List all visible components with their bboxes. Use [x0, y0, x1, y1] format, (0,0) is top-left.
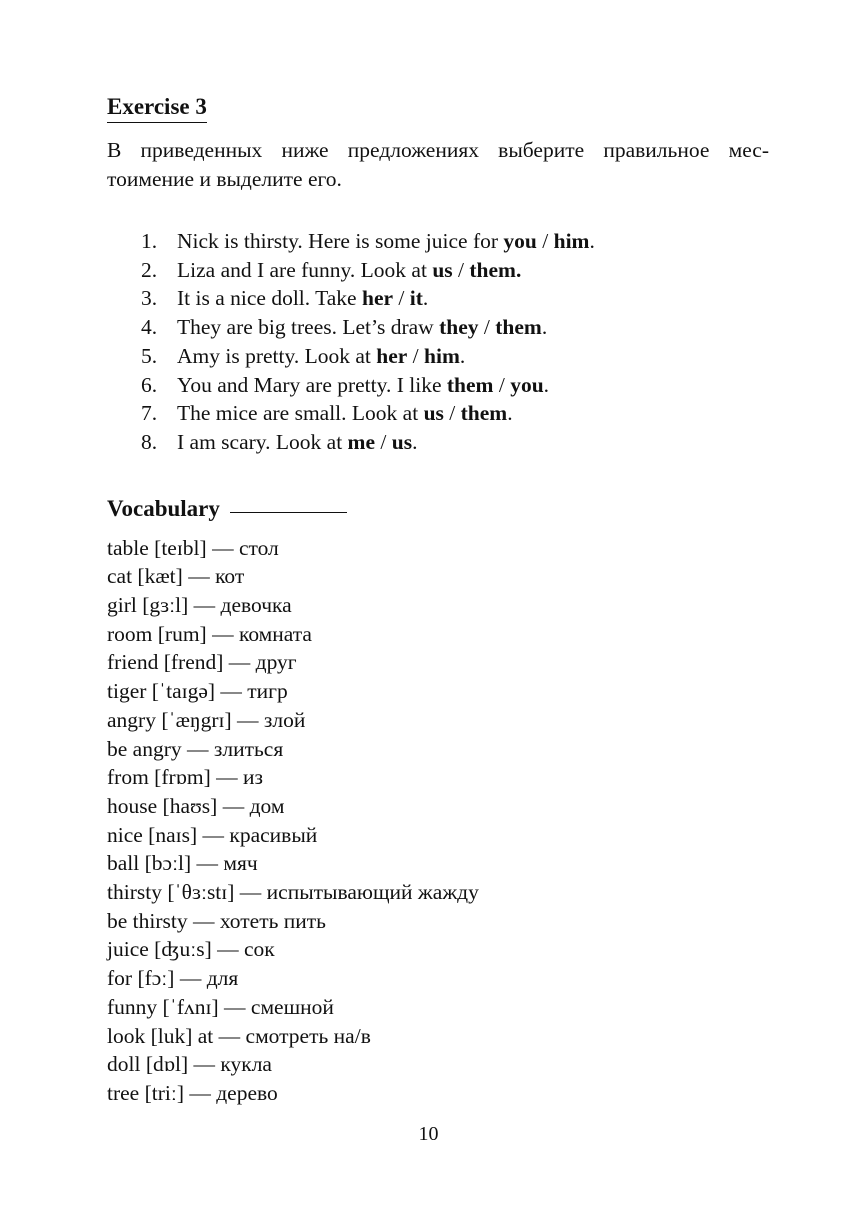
pronoun-option-a: her [376, 343, 408, 368]
task-item [107, 284, 769, 313]
task-number: 6. [141, 372, 158, 397]
vocab-entry: angry [ˈæŋgrɪ] — злой [107, 707, 306, 732]
vocab-entry: tree [triː] — дерево [107, 1080, 278, 1105]
task-number: 2. [141, 257, 158, 282]
task-item [107, 227, 769, 256]
task-end: . [459, 343, 466, 368]
task-item [107, 342, 769, 371]
task-text: Liza and I are funny. Look at [177, 257, 433, 282]
vocab-entry: room [rum] — комната [107, 621, 312, 646]
pronoun-option-a: you [503, 229, 537, 253]
pronoun-option-b: them. [469, 257, 522, 282]
task-text: I am scary. Look at [177, 429, 348, 454]
pronoun-option-b: us [391, 429, 413, 454]
task-text: The mice are small. Look at [177, 401, 424, 426]
vocab-entry: house [haʊs] — дом [107, 793, 285, 818]
task-item [107, 256, 769, 285]
task-item [107, 313, 769, 342]
pronoun-option-b: him [553, 229, 590, 253]
pronoun-option-b: him [424, 343, 460, 368]
pronoun-option-b: you [510, 372, 544, 397]
task-end: . [507, 401, 513, 426]
page-number: 10 [418, 1123, 439, 1145]
task-number: 8. [141, 429, 158, 454]
vocab-entry: table [teɪbl] — стол [107, 535, 279, 560]
vocab-entry: thirsty [ˈθɜːstɪ] — испытывающий жажду [107, 880, 479, 905]
vocabulary-heading-text: Vocabulary [107, 495, 220, 521]
pronoun-option-a: her [361, 286, 394, 311]
option-separator: / [393, 286, 410, 311]
vocab-entry: nice [naɪs] — красивый [107, 822, 318, 847]
vocabulary-underline [230, 512, 347, 513]
task-number: 3. [141, 286, 158, 311]
pronoun-option-a: us [432, 257, 453, 282]
pronoun-option-a: them [446, 372, 494, 397]
pronoun-option-a: they [439, 315, 479, 340]
task-item [107, 428, 769, 457]
option-separator: / [407, 343, 425, 368]
option-separator: / [493, 372, 511, 397]
task-item [107, 371, 769, 400]
vocab-entry: girl [gɜːl] — девочка [107, 593, 292, 618]
task-end: . [412, 429, 418, 454]
task-text: You and Mary are pretty. I like [177, 372, 447, 397]
option-separator: / [478, 315, 496, 340]
task-number: 5. [141, 343, 158, 368]
option-separator: / [536, 229, 554, 253]
vocab-entry: look [luk] at — смотреть на/в [107, 1023, 371, 1048]
pronoun-option-b: them [460, 401, 508, 426]
exercise-title: Exercise 3 [107, 92, 207, 123]
task-end: . [589, 229, 595, 253]
task-text: Amy is pretty. Look at [177, 343, 377, 368]
task-list [107, 227, 769, 457]
vocab-entry: doll [dɒl] — кукла [107, 1052, 272, 1077]
pronoun-option-a: us [423, 401, 444, 426]
vocab-entry: tiger [ˈtaɪgə] — тигр [107, 679, 288, 704]
option-separator: / [452, 257, 470, 282]
task-text: It is a nice doll. Take [177, 286, 362, 311]
task-number: 7. [141, 401, 158, 426]
task-number: 4. [141, 315, 158, 340]
vocab-entry: cat [kæt] — кот [107, 564, 245, 589]
vocab-entry: be thirsty — хотеть пить [107, 908, 326, 933]
vocab-entry: for [fɔː] — для [107, 966, 239, 991]
task-text: They are big trees. Let’s draw [177, 315, 440, 340]
task-end: . [543, 372, 550, 397]
option-separator: / [443, 401, 461, 426]
task-end: . [541, 315, 548, 340]
vocab-entry: be angry — злиться [107, 736, 284, 761]
vocabulary-list [107, 534, 769, 1108]
vocabulary-heading [107, 494, 769, 524]
task-end: . [422, 286, 429, 311]
task-item [107, 399, 769, 428]
pronoun-option-b: them [495, 315, 542, 340]
pronoun-option-b: it [409, 286, 423, 311]
exercise-instruction: В приведенных ниже предложениях выберите правильное мес-тоимение и выделите его. [107, 138, 769, 191]
vocab-entry: from [frɒm] — из [107, 765, 264, 790]
task-number: 1. [141, 229, 158, 253]
vocab-entry: friend [frend] — друг [107, 650, 297, 675]
vocab-entry: ball [bɔːl] — мяч [107, 851, 258, 876]
option-separator: / [375, 429, 392, 454]
task-text: Nick is thirsty. Here is some juice for [177, 229, 504, 253]
pronoun-option-a: me [347, 429, 375, 454]
vocab-entry: funny [ˈfʌnɪ] — смешной [107, 994, 334, 1019]
vocab-entry: juice [ʤuːs] — сок [107, 937, 275, 962]
page-content [107, 92, 769, 1108]
